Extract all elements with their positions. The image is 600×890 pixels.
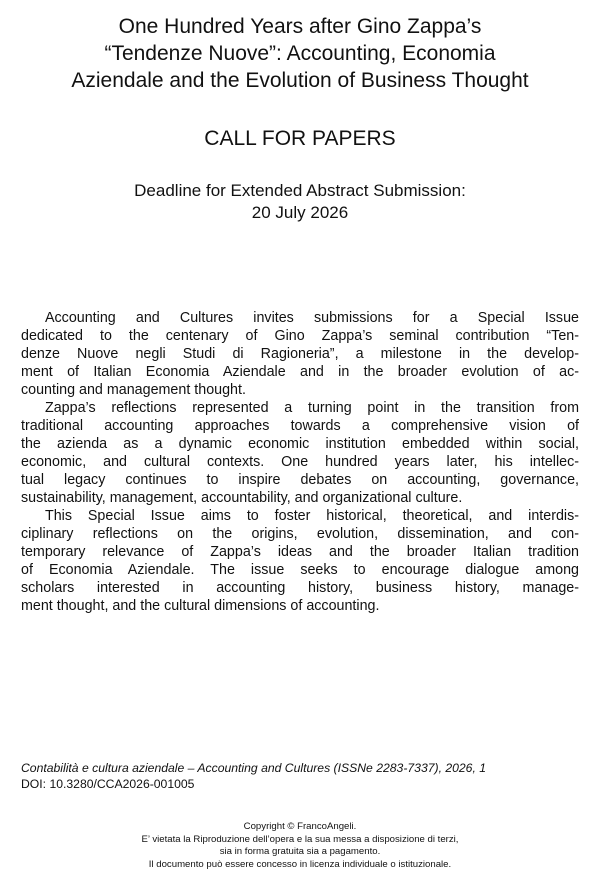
body-line: sustainability, management, accountability, and organizational culture.: [21, 490, 463, 506]
call-for-papers-heading: CALL FOR PAPERS: [204, 127, 396, 150]
journal-citation: Contabilità e cultura aziendale – Accounting and Cultures (ISSNe 2283-7337), 2026, 1: [21, 761, 486, 775]
body-line: denze Nuove negli Studi di Ragioneria”, a milestone in the develop-: [21, 346, 579, 362]
body-line: dedicated to the centenary of Gino Zappa’s seminal contribution “Ten-: [21, 328, 579, 344]
body-line: tual legacy continues to inspire debates on accounting, governance,: [21, 472, 579, 488]
body-line: the azienda as a dynamic economic institution embedded within social,: [21, 436, 579, 452]
body-line: traditional accounting approaches towards a comprehensive vision of: [21, 418, 579, 434]
body-line: scholars interested in accounting history, business history, manage-: [21, 580, 579, 596]
body-line: This Special Issue aims to foster historical, theoretical, and interdis-: [45, 508, 579, 524]
body-line: of Economia Aziendale. The issue seeks to encourage dialogue among: [21, 562, 579, 578]
document-title: [0, 13, 600, 94]
body-line: ciplinary reflections on the origins, evolution, dissemination, and con-: [21, 526, 579, 542]
body-text: [21, 309, 579, 615]
copyright-line: sia in forma gratuita sia a pagamento.: [219, 846, 381, 857]
deadline-date: 20 July 2026: [251, 203, 349, 222]
body-line: Accounting and Cultures invites submissions for a Special Issue: [45, 310, 579, 326]
body-line: ment of Italian Economia Aziendale and in the broader evolution of ac-: [21, 364, 579, 380]
copyright-line: E’ vietata la Riproduzione dell’opera e la sua messa a disposizione di terzi,: [141, 833, 459, 845]
body-line: Zappa’s reflections represented a turning point in the transition from: [45, 400, 579, 416]
copyright-line: Il documento può essere concesso in licenza individuale o istituzionale.: [148, 858, 452, 870]
title-line: “Tendenze Nuove”: Accounting, Economia: [104, 42, 496, 65]
doi-reference: DOI: 10.3280/CCA2026-001005: [21, 777, 195, 791]
deadline-block: [0, 180, 600, 224]
copyright-line: Copyright © FrancoAngeli.: [243, 821, 357, 832]
title-line: One Hundred Years after Gino Zappa’s: [118, 15, 482, 38]
deadline-label: Deadline for Extended Abstract Submission:: [134, 181, 466, 200]
copyright-notice: [0, 821, 600, 871]
body-line: ment thought, and the cultural dimensions of accounting.: [21, 598, 380, 614]
body-line: economic, and cultural contexts. One hundred years later, his intellec-: [21, 454, 579, 470]
title-line: Aziendale and the Evolution of Business Thought: [71, 69, 529, 92]
body-line: counting and management thought.: [21, 382, 246, 398]
body-line: temporary relevance of Zappa’s ideas and the broader Italian tradition: [21, 544, 579, 560]
